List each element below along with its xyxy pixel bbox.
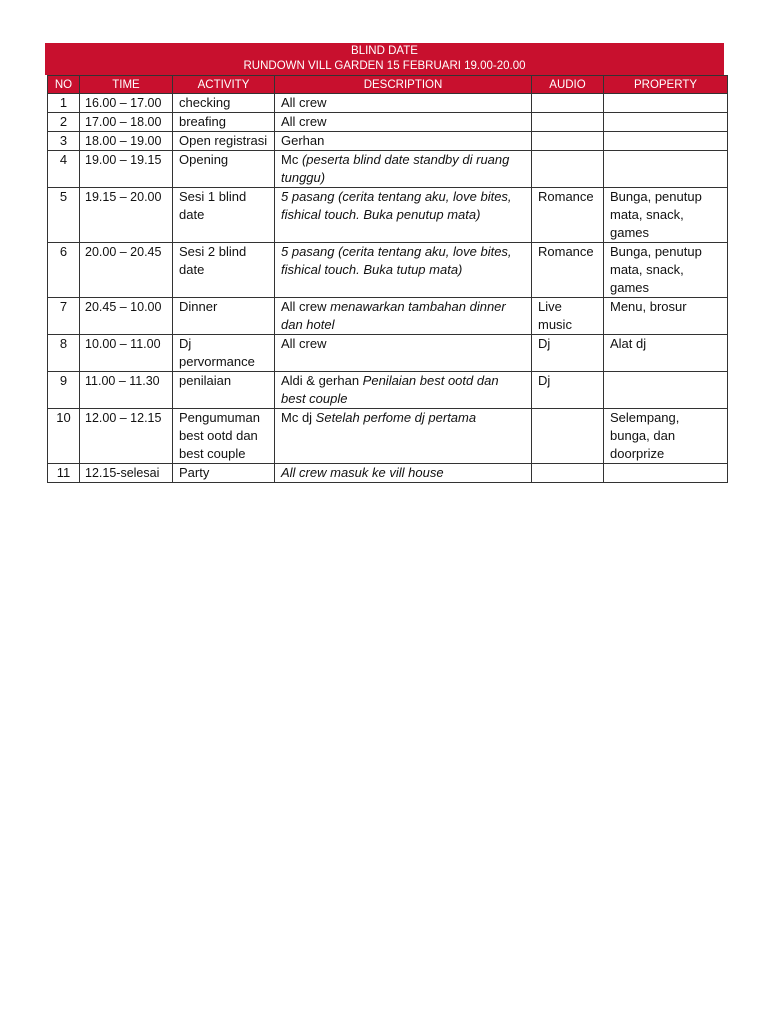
property-cell: Selempang, bunga, dan doorprize [604, 409, 728, 464]
description-text: Mc dj [281, 410, 316, 425]
activity-cell: Sesi 2 blind date [173, 243, 275, 298]
audio-cell [532, 409, 604, 464]
column-header-activity: ACTIVITY [173, 76, 275, 94]
time-cell: 12.15-selesai [80, 464, 173, 483]
description-cell [275, 372, 532, 409]
table-row [48, 243, 728, 298]
property-cell [604, 94, 728, 113]
row-number-cell: 2 [48, 113, 80, 132]
description-text: Mc [281, 152, 302, 167]
time-cell: 10.00 – 11.00 [80, 335, 173, 372]
audio-cell [532, 94, 604, 113]
column-header-audio: AUDIO [532, 76, 604, 94]
table-row [48, 132, 728, 151]
description-cell [275, 464, 532, 483]
property-cell [604, 372, 728, 409]
row-number-cell: 4 [48, 151, 80, 188]
property-cell [604, 151, 728, 188]
activity-cell: Opening [173, 151, 275, 188]
description-note: All crew masuk ke vill house [281, 465, 444, 480]
property-cell: Bunga, penutup mata, snack, games [604, 243, 728, 298]
description-text: All crew [281, 336, 327, 351]
title-line: BLIND DATE [351, 45, 418, 57]
description-cell [275, 94, 532, 113]
header-row [48, 76, 728, 94]
rundown-document [45, 43, 727, 483]
time-cell: 17.00 – 18.00 [80, 113, 173, 132]
title-banner [45, 43, 724, 75]
time-cell: 20.00 – 20.45 [80, 243, 173, 298]
row-number-cell: 3 [48, 132, 80, 151]
audio-cell: Live music [532, 298, 604, 335]
table-row [48, 188, 728, 243]
activity-cell: checking [173, 94, 275, 113]
property-cell [604, 464, 728, 483]
row-number-cell: 11 [48, 464, 80, 483]
description-text: All crew [281, 299, 331, 314]
description-cell [275, 151, 532, 188]
audio-cell: Romance [532, 243, 604, 298]
property-cell [604, 113, 728, 132]
activity-cell: Dinner [173, 298, 275, 335]
property-cell: Menu, brosur [604, 298, 728, 335]
activity-cell: Open registrasi [173, 132, 275, 151]
row-number-cell: 6 [48, 243, 80, 298]
description-text: Aldi & gerhan [281, 373, 363, 388]
time-cell: 16.00 – 17.00 [80, 94, 173, 113]
row-number-cell: 8 [48, 335, 80, 372]
time-cell: 19.15 – 20.00 [80, 188, 173, 243]
description-cell [275, 409, 532, 464]
description-cell [275, 243, 532, 298]
property-cell [604, 132, 728, 151]
time-cell: 19.00 – 19.15 [80, 151, 173, 188]
description-cell [275, 298, 532, 335]
table-row [48, 94, 728, 113]
rundown-table [47, 75, 728, 483]
table-row [48, 464, 728, 483]
description-cell [275, 113, 532, 132]
activity-cell: Dj pervormance [173, 335, 275, 372]
description-cell [275, 132, 532, 151]
row-number-cell: 7 [48, 298, 80, 335]
property-cell: Alat dj [604, 335, 728, 372]
description-note: (peserta blind date standby di ruang tunggu) [281, 152, 510, 185]
audio-cell [532, 151, 604, 188]
description-note: 5 pasang (cerita tentang aku, love bites, fishical touch. Buka penutup mata) [281, 189, 512, 222]
time-cell: 12.00 – 12.15 [80, 409, 173, 464]
description-text: All crew [281, 95, 327, 110]
activity-cell: Party [173, 464, 275, 483]
table-row [48, 409, 728, 464]
audio-cell: Dj [532, 335, 604, 372]
activity-cell: Sesi 1 blind date [173, 188, 275, 243]
column-header-description: DESCRIPTION [275, 76, 532, 94]
description-note: 5 pasang (cerita tentang aku, love bites, fishical touch. Buka tutup mata) [281, 244, 512, 277]
activity-cell: Pengumuman best ootd dan best couple [173, 409, 275, 464]
table-row [48, 335, 728, 372]
column-header-no: NO [48, 76, 80, 94]
row-number-cell: 1 [48, 94, 80, 113]
audio-cell [532, 464, 604, 483]
activity-cell: breafing [173, 113, 275, 132]
property-cell: Bunga, penutup mata, snack, games [604, 188, 728, 243]
column-header-time: TIME [80, 76, 173, 94]
description-note: Penilaian best ootd dan best couple [281, 373, 499, 406]
description-note: Setelah perfome dj pertama [315, 410, 477, 425]
description-text: All crew [281, 114, 327, 129]
time-cell: 20.45 – 10.00 [80, 298, 173, 335]
column-header-property: PROPERTY [604, 76, 728, 94]
row-number-cell: 10 [48, 409, 80, 464]
table-row [48, 151, 728, 188]
activity-cell: penilaian [173, 372, 275, 409]
time-cell: 11.00 – 11.30 [80, 372, 173, 409]
description-cell [275, 335, 532, 372]
table-row [48, 298, 728, 335]
row-number-cell: 5 [48, 188, 80, 243]
audio-cell [532, 132, 604, 151]
table-row [48, 113, 728, 132]
row-number-cell: 9 [48, 372, 80, 409]
audio-cell: Dj [532, 372, 604, 409]
table-row [48, 372, 728, 409]
description-note: menawarkan tambahan dinner dan hotel [281, 299, 506, 332]
time-cell: 18.00 – 19.00 [80, 132, 173, 151]
audio-cell: Romance [532, 188, 604, 243]
audio-cell [532, 113, 604, 132]
description-text: Gerhan [281, 133, 325, 148]
description-cell [275, 188, 532, 243]
subtitle-line: RUNDOWN VILL GARDEN 15 FEBRUARI 19.00-20.00 [243, 60, 526, 72]
